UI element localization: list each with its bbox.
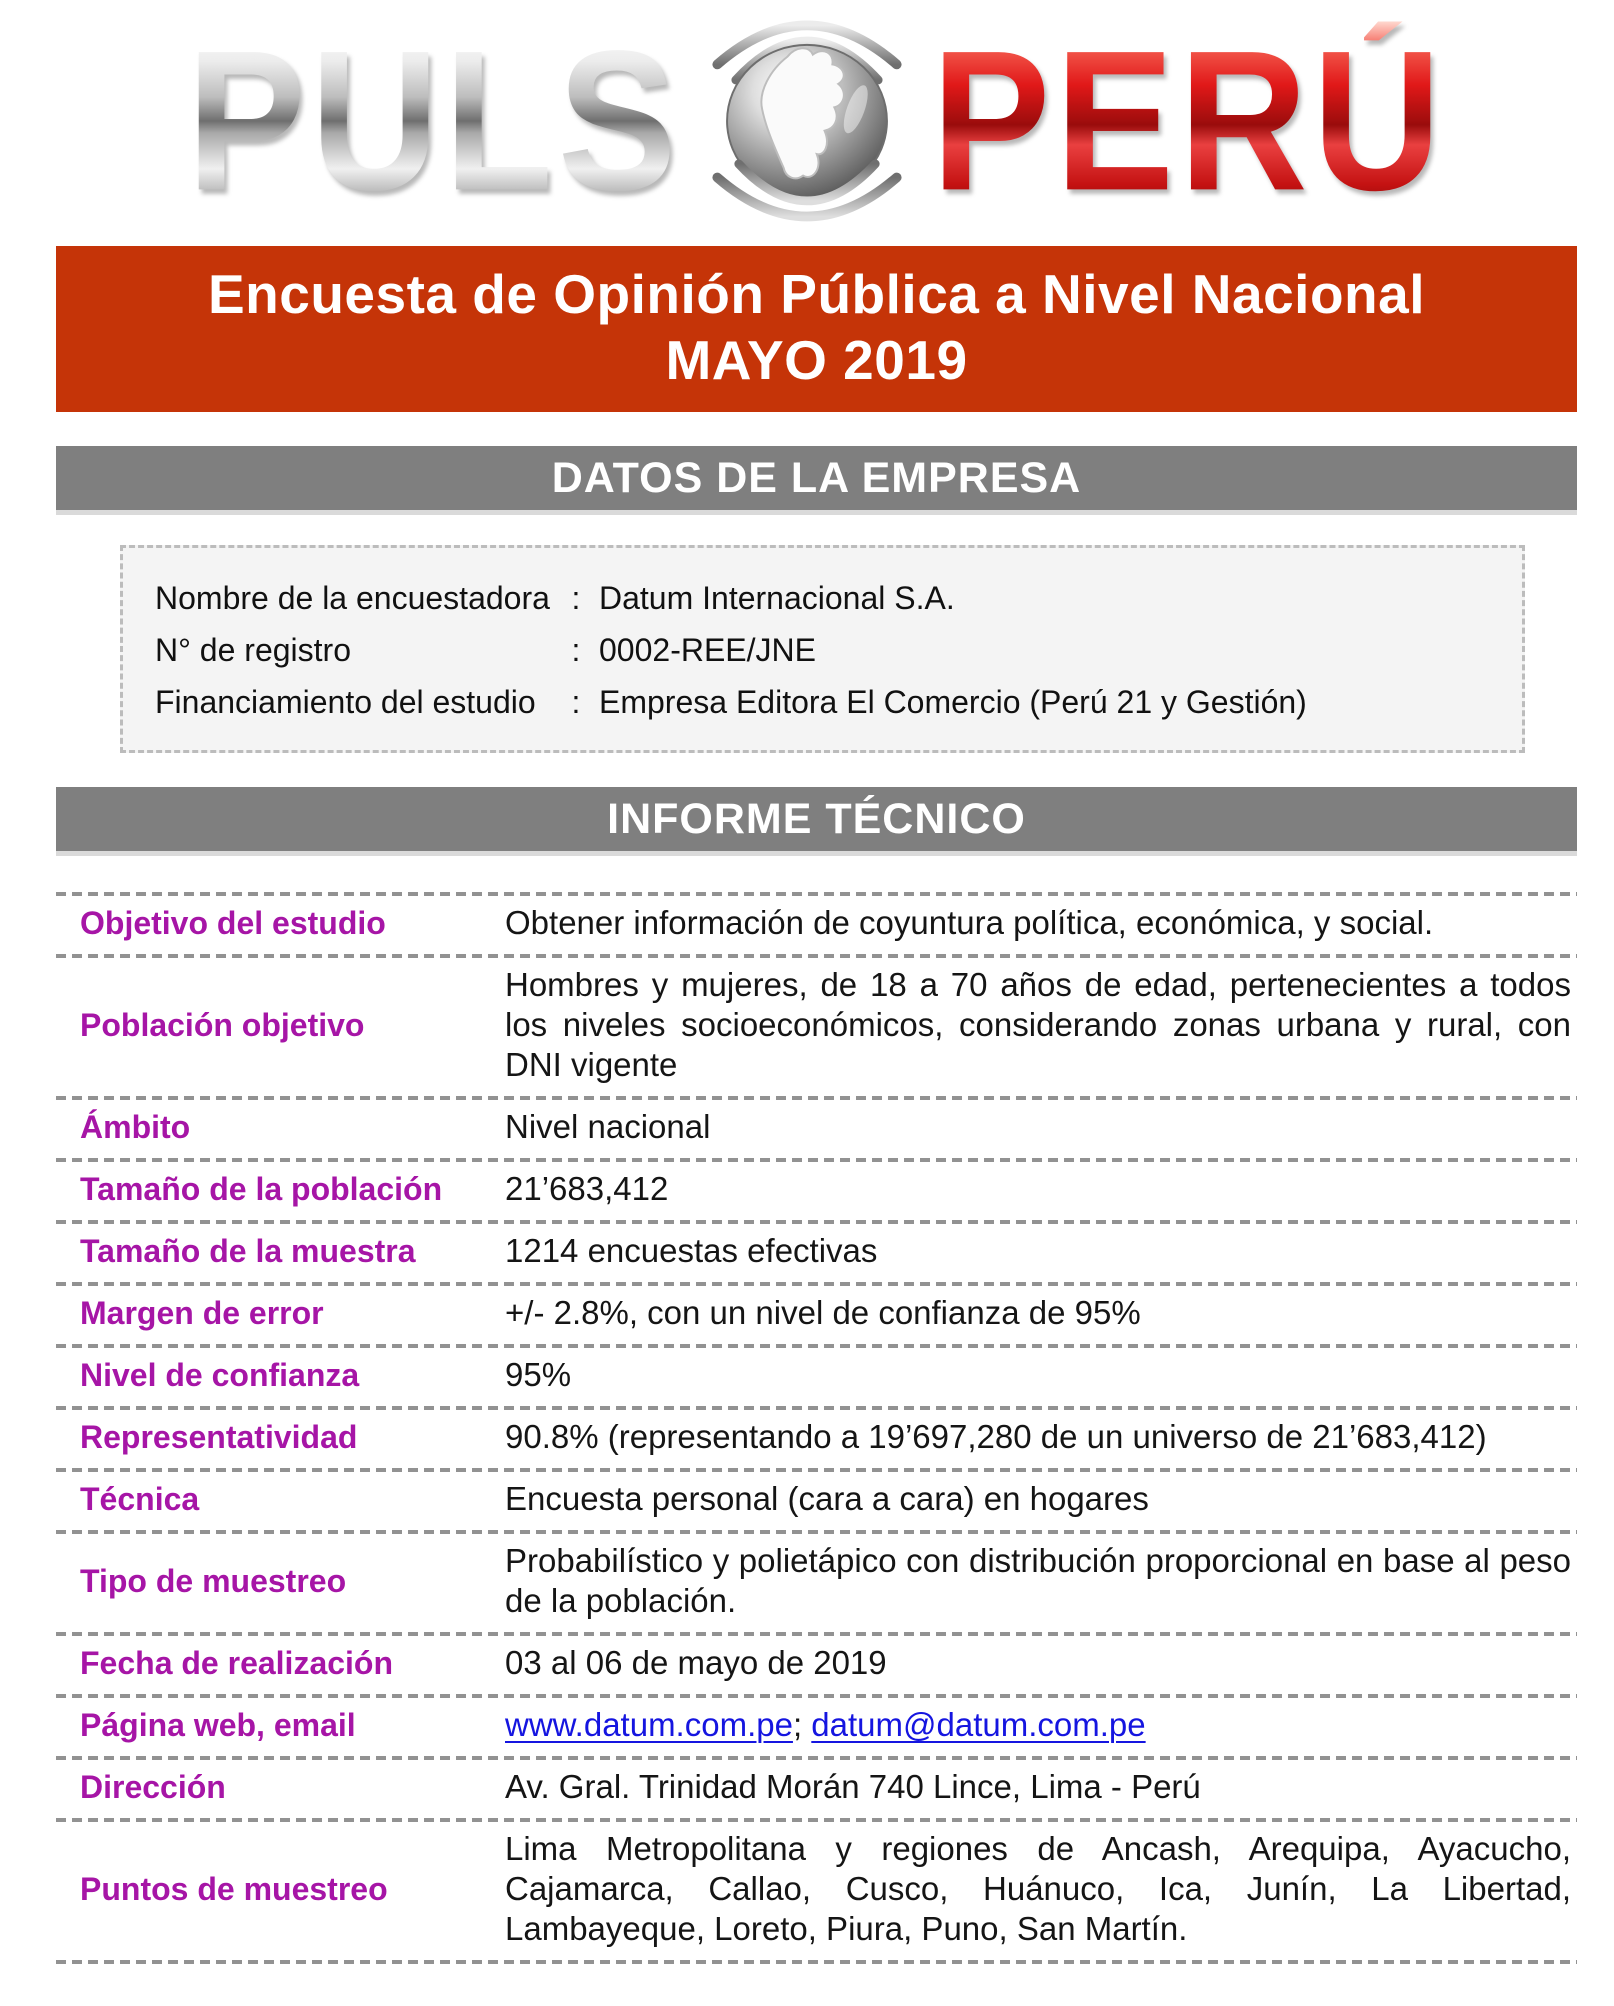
row-value: 95% bbox=[505, 1356, 572, 1393]
logo-text-peru: PERÚ bbox=[931, 9, 1447, 232]
row-value: Obtener información de coyuntura política, económica, y social. bbox=[505, 904, 1434, 941]
row-label: Puntos de muestreo bbox=[80, 1871, 388, 1907]
row-label: Tamaño de la población bbox=[80, 1171, 443, 1207]
row-value bbox=[505, 1705, 1577, 1745]
row-label: Margen de error bbox=[80, 1295, 324, 1331]
row-label: Representatividad bbox=[80, 1419, 358, 1455]
document-page bbox=[56, 6, 1577, 1964]
company-data-box bbox=[120, 545, 1525, 753]
globe-peru-icon bbox=[690, 0, 924, 248]
row-label: Página web, email bbox=[80, 1707, 356, 1743]
company-row-value: Empresa Editora El Comercio (Perú 21 y Gestión) bbox=[599, 684, 1307, 720]
row-label: Población objetivo bbox=[80, 1007, 365, 1043]
table-row-objetivo bbox=[56, 892, 1577, 954]
table-row-tecnica bbox=[56, 1468, 1577, 1530]
company-row-name bbox=[155, 572, 1504, 624]
technical-section-heading bbox=[56, 787, 1577, 856]
row-label: Ámbito bbox=[80, 1109, 191, 1145]
row-value: 03 al 06 de mayo de 2019 bbox=[505, 1644, 887, 1681]
row-value: Probabilístico y polietápico con distribución proporcional en base al peso de la población. bbox=[505, 1542, 1571, 1619]
company-row-label: N° de registro bbox=[155, 632, 351, 668]
table-row-puntos-muestreo bbox=[56, 1818, 1577, 1960]
company-row-financing bbox=[155, 676, 1504, 728]
row-label: Fecha de realización bbox=[80, 1645, 394, 1681]
row-value: Nivel nacional bbox=[505, 1108, 711, 1145]
row-value: +/- 2.8%, con un nivel de confianza de 95% bbox=[505, 1294, 1141, 1331]
title-banner bbox=[56, 246, 1577, 412]
row-value: 90.8% (representando a 19’697,280 de un universo de 21’683,412) bbox=[505, 1418, 1487, 1455]
pulso-peru-logo bbox=[56, 6, 1577, 236]
table-row-direccion bbox=[56, 1756, 1577, 1818]
row-label: Tamaño de la muestra bbox=[80, 1233, 416, 1269]
colon-separator: : bbox=[571, 684, 581, 720]
title-line-2: MAYO 2019 bbox=[665, 329, 968, 391]
colon-separator: : bbox=[571, 580, 581, 616]
title-line-1: Encuesta de Opinión Pública a Nivel Nacional bbox=[207, 263, 1426, 325]
company-row-label: Nombre de la encuestadora bbox=[155, 580, 550, 616]
company-section-heading bbox=[56, 446, 1577, 515]
website-link[interactable]: www.datum.com.pe bbox=[505, 1706, 793, 1743]
row-label: Dirección bbox=[80, 1769, 226, 1805]
link-separator: ; bbox=[792, 1706, 812, 1743]
table-row-tipo-muestreo bbox=[56, 1530, 1577, 1632]
table-row-web-email bbox=[56, 1694, 1577, 1756]
row-label: Técnica bbox=[80, 1481, 200, 1517]
table-row-margen-error bbox=[56, 1282, 1577, 1344]
table-row-fecha-realizacion bbox=[56, 1632, 1577, 1694]
technical-report-table bbox=[56, 892, 1577, 1964]
bottom-divider bbox=[56, 1960, 1577, 1964]
table-row-representatividad bbox=[56, 1406, 1577, 1468]
table-row-nivel-confianza bbox=[56, 1344, 1577, 1406]
row-value: Lima Metropolitana y regiones de Ancash, Arequipa, Ayacucho, Cajamarca, Callao, Cusco, Huánuco, Ica, Junín, La Libertad, Lambayeque, Loreto, Piura, Puno, San Martín. bbox=[505, 1830, 1571, 1947]
table-row-tamano-muestra bbox=[56, 1220, 1577, 1282]
logo-text-puls: PULS bbox=[186, 9, 682, 232]
table-row-tamano-poblacion bbox=[56, 1158, 1577, 1220]
technical-heading-text: INFORME TÉCNICO bbox=[607, 795, 1026, 843]
email-link[interactable]: datum@datum.com.pe bbox=[811, 1706, 1146, 1743]
company-row-value: 0002-REE/JNE bbox=[599, 632, 816, 668]
row-label: Nivel de confianza bbox=[80, 1357, 360, 1393]
row-value: Hombres y mujeres, de 18 a 70 años de edad, pertenecientes a todos los niveles socioeconómicos, considerando zonas urbana y rural, con DNI vigente bbox=[505, 966, 1571, 1083]
colon-separator: : bbox=[571, 632, 581, 668]
row-value: 21’683,412 bbox=[505, 1170, 669, 1207]
row-label: Tipo de muestreo bbox=[80, 1563, 347, 1599]
row-value: Encuesta personal (cara a cara) en hogares bbox=[505, 1480, 1149, 1517]
company-row-registry bbox=[155, 624, 1504, 676]
row-label: Objetivo del estudio bbox=[80, 905, 386, 941]
table-row-poblacion-objetivo bbox=[56, 954, 1577, 1096]
company-row-label: Financiamiento del estudio bbox=[155, 684, 536, 720]
table-row-ambito bbox=[56, 1096, 1577, 1158]
row-value: Av. Gral. Trinidad Morán 740 Lince, Lima - Perú bbox=[505, 1768, 1201, 1805]
row-value: 1214 encuestas efectivas bbox=[505, 1232, 878, 1269]
company-row-value: Datum Internacional S.A. bbox=[599, 580, 955, 616]
company-heading-text: DATOS DE LA EMPRESA bbox=[551, 454, 1082, 502]
